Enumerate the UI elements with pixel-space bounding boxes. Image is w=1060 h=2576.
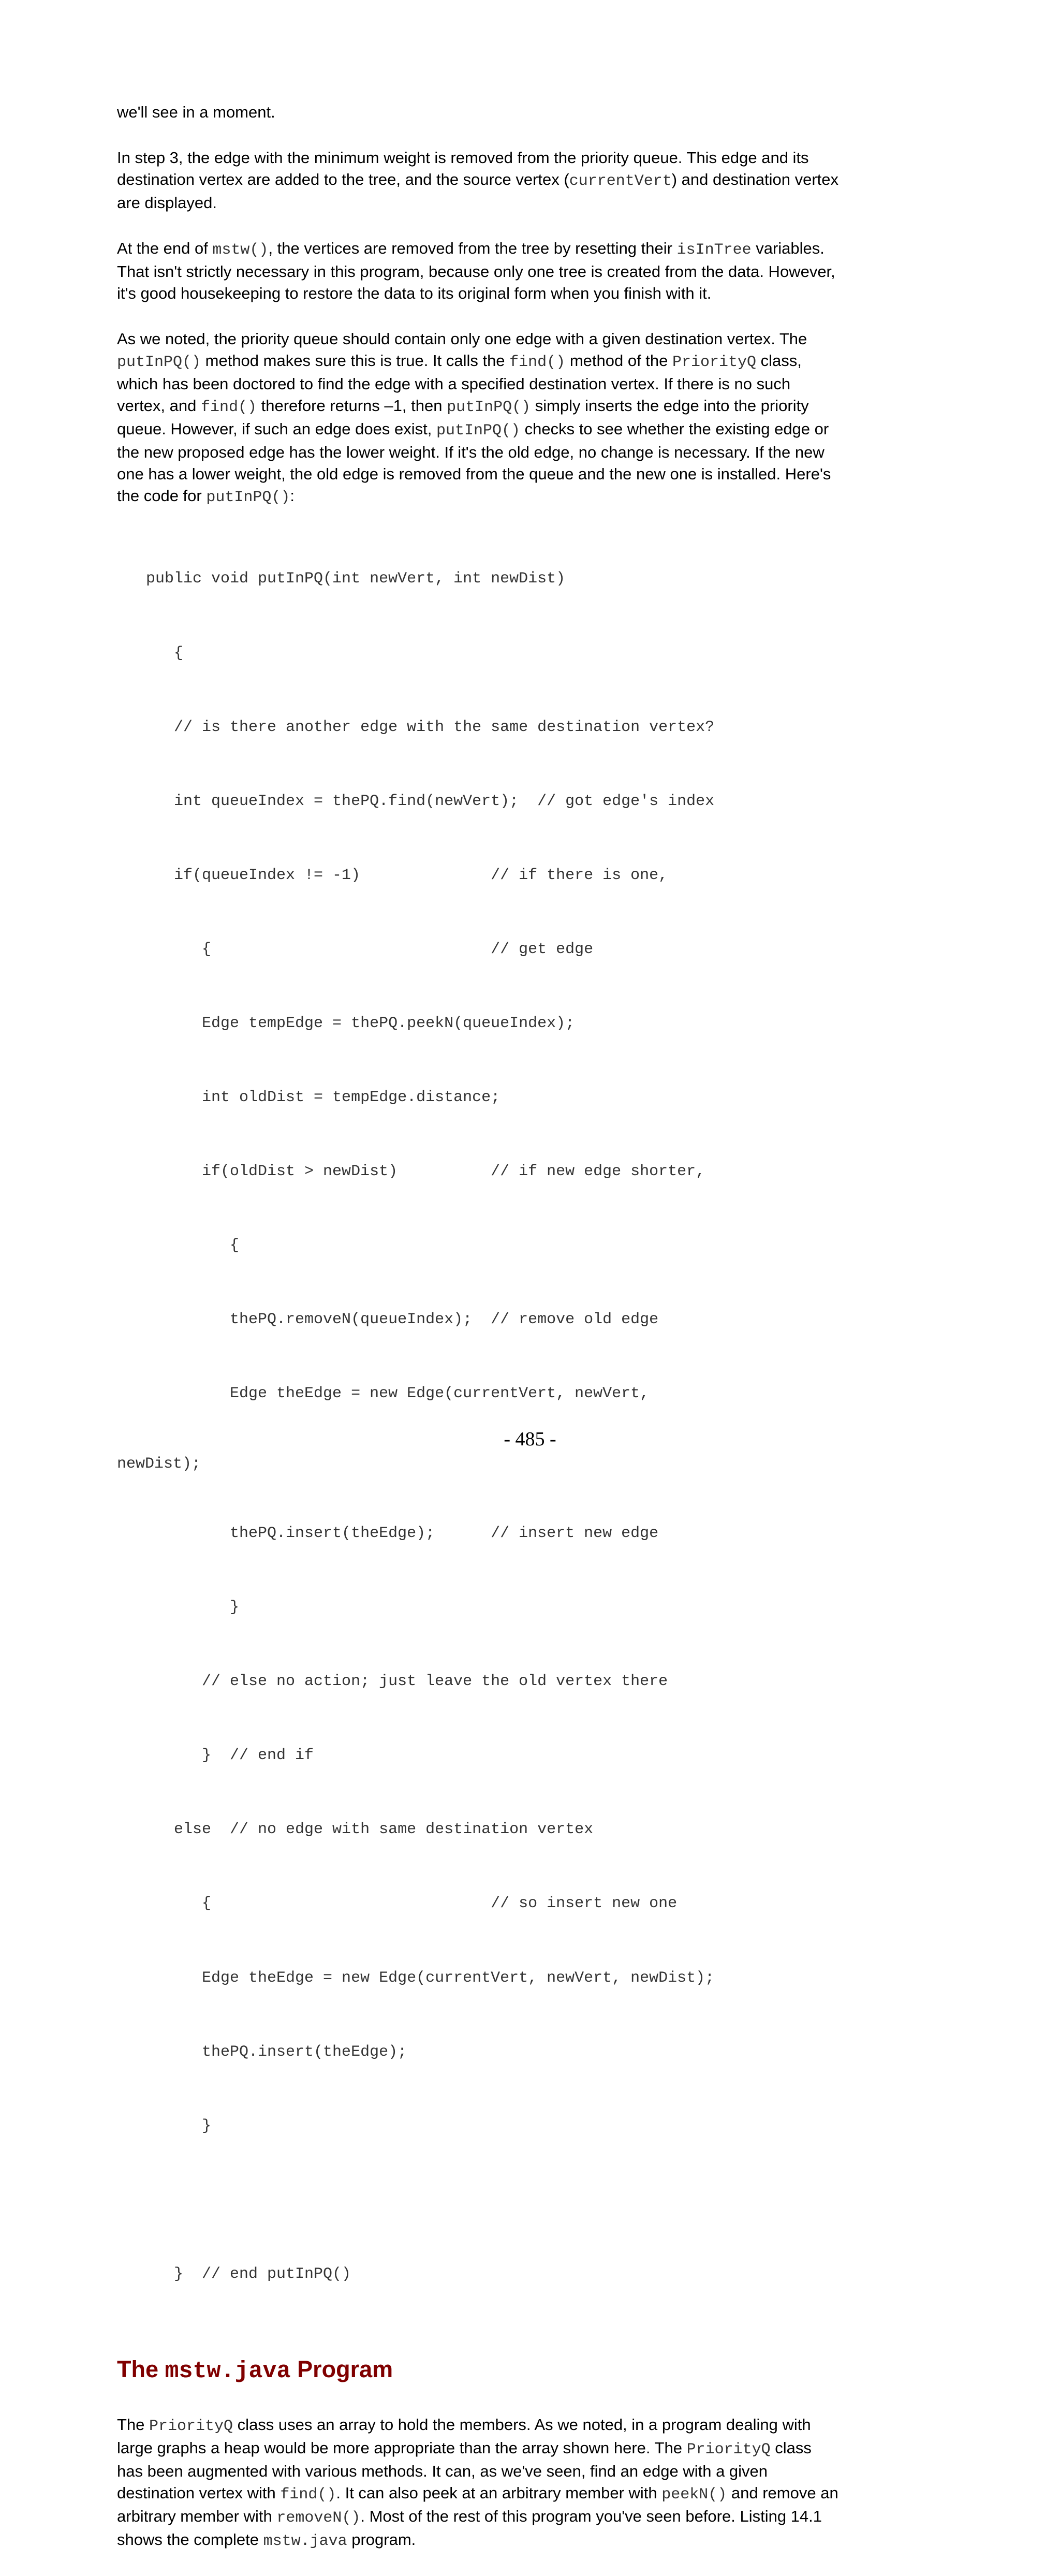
inline-code: PriorityQ	[149, 2417, 233, 2435]
code-line: {	[146, 1237, 240, 1255]
text: therefore returns –1, then	[257, 397, 447, 415]
inline-code: putInPQ()	[447, 399, 531, 416]
code-line: } // end if	[146, 1747, 314, 1765]
text: :	[290, 487, 295, 505]
text: and remove an arbitrary member with	[117, 2483, 838, 2525]
code-listing-putinpq	[117, 518, 842, 2336]
inline-code: find()	[509, 354, 566, 371]
code-line: { // get edge	[146, 940, 594, 958]
text: class has been augmented with various methods. It can, as we've seen, find an edge with a given destination vertex with	[117, 2438, 812, 2502]
code-line: if(queueIndex != -1) // if there is one,	[146, 866, 668, 884]
text: , the vertices are removed from the tree by resetting their	[268, 239, 677, 257]
text: As we noted, the priority queue should contain only one edge with a given destination vertex. The	[117, 330, 807, 348]
text: we'll see in a moment.	[117, 103, 275, 121]
code-line: Edge theEdge = new Edge(currentVert, newVert,	[146, 1385, 650, 1403]
code-line: // else no action; just leave the old vertex there	[146, 1673, 668, 1691]
inline-code: putInPQ()	[206, 489, 290, 506]
paragraph-step3	[117, 147, 842, 214]
inline-code: mstw()	[212, 241, 269, 259]
inline-code: currentVert	[569, 172, 672, 190]
paragraph-end-of-mstw	[117, 238, 842, 304]
paragraph-intro	[117, 101, 842, 123]
code-line: int queueIndex = thePQ.find(newVert); // got edge's index	[146, 792, 715, 810]
inline-code: removeN()	[276, 2509, 361, 2527]
text: checks to see whether the existing edge or the new proposed edge has the lower weight. If it's the old edge, no change is necessary. If the new one has a lower weight, the old edge is removed from the queue and the new one is installed. Here's the code for	[117, 420, 831, 505]
text: variables. That isn't strictly necessary in this program, because only one tree is created from the data. However, it's good housekeeping to restore the data to its original form when you finish with it.	[117, 239, 835, 302]
code-line: }	[146, 2117, 212, 2135]
code-line: { // so insert new one	[146, 1895, 678, 1913]
text: The	[117, 2415, 150, 2434]
paragraph-priority-queue	[117, 328, 842, 508]
code-line-wrapped: newDist);	[117, 1455, 201, 1473]
code-line: if(oldDist > newDist) // if new edge shorter,	[146, 1163, 705, 1181]
inline-code: putInPQ()	[436, 422, 520, 440]
inline-code: peekN()	[661, 2485, 727, 2504]
text: method of the	[565, 352, 673, 370]
section-heading	[117, 2355, 842, 2386]
code-line: thePQ.insert(theEdge); // insert new edge	[146, 1524, 659, 1542]
inline-code: find()	[280, 2485, 336, 2504]
page-content	[117, 101, 842, 2576]
code-line: {	[146, 644, 184, 662]
code-line: int oldDist = tempEdge.distance;	[146, 1089, 500, 1107]
text: . Most of the rest of this program you've seen before. Listing 14.1 shows the complete	[117, 2507, 822, 2549]
text: simply inserts the edge into the priority queue. However, if such an edge does exist,	[117, 397, 809, 438]
inline-code: find()	[200, 399, 257, 416]
code-line: }	[146, 1599, 240, 1617]
inline-code: mstw.java	[263, 2532, 347, 2550]
code-line: Edge tempEdge = thePQ.peekN(queueIndex);	[146, 1014, 575, 1032]
inline-code: putInPQ()	[117, 354, 201, 371]
text: method makes sure this is true. It calls the	[201, 352, 510, 370]
heading-text: Program	[290, 2355, 393, 2382]
code-line: else // no edge with same destination vertex	[146, 1821, 594, 1839]
text: program.	[347, 2530, 416, 2549]
paragraph-priorityq-class	[117, 2414, 842, 2552]
heading-code: mstw.java	[165, 2358, 291, 2384]
code-line: // is there another edge with the same destination vertex?	[146, 718, 715, 736]
code-line: Edge theEdge = new Edge(currentVert, newVert, newDist);	[146, 1969, 715, 1987]
code-line: thePQ.removeN(queueIndex); // remove old edge	[146, 1311, 659, 1329]
text: . It can also peek at an arbitrary member with	[336, 2483, 662, 2502]
code-line: } // end putInPQ()	[146, 2265, 351, 2283]
code-line: thePQ.insert(theEdge);	[146, 2043, 407, 2061]
text: class uses an array to hold the members. As we noted, in a program dealing with large graphs a heap would be more appropriate than the array shown here. The	[117, 2415, 811, 2457]
text: class, which has been doctored to find the edge with a specified destination vertex. If there is no such vertex, and	[117, 352, 802, 415]
code-line: public void putInPQ(int newVert, int newDist)	[146, 570, 566, 588]
inline-code: PriorityQ	[672, 354, 757, 371]
inline-code: PriorityQ	[686, 2440, 771, 2458]
code-line-blank	[146, 2188, 842, 2213]
text: ) and destination vertex are displayed.	[117, 170, 838, 212]
inline-code: isInTree	[676, 241, 752, 259]
text: At the end of	[117, 239, 213, 257]
heading-text: The	[117, 2355, 165, 2382]
text: In step 3, the edge with the minimum weight is removed from the priority queue. This edge and its destination vertex are added to the tree, and the source vertex (	[117, 149, 809, 188]
page-number: - 485 -	[504, 1428, 556, 1450]
